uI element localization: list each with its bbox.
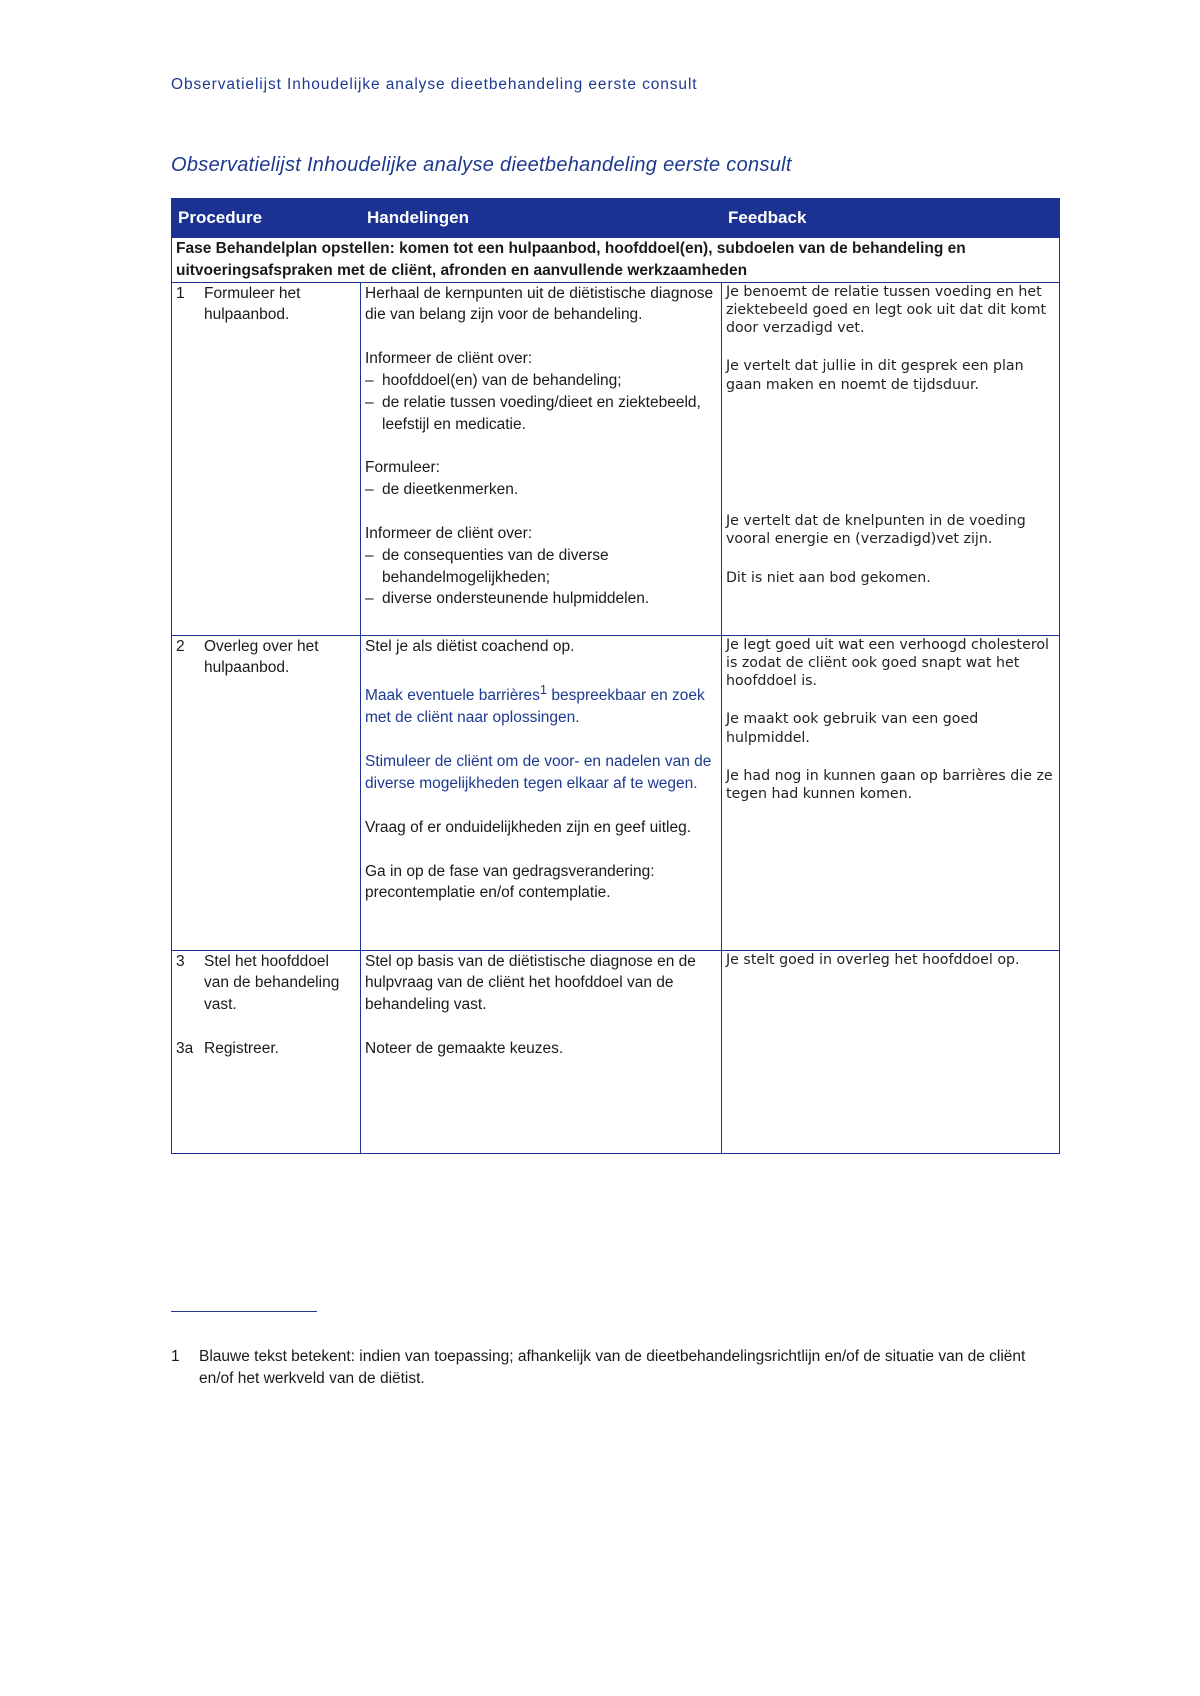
observation-table [171, 198, 1060, 1154]
list-item: – de dieetkenmerken. [365, 479, 717, 501]
feedback-text: Je vertelt dat de knelpunten in de voeding vooral energie en (verzadigd)vet zijn. [726, 513, 1026, 548]
list-item: – hoofddoel(en) van de behandeling; [365, 370, 717, 392]
step-text: Registreer. [204, 1039, 279, 1057]
column-header-handelingen: Handelingen [361, 199, 722, 238]
table-row [172, 950, 1060, 1153]
footnote-number: 1 [171, 1348, 180, 1365]
action-list [365, 545, 717, 610]
column-header-feedback: Feedback [722, 199, 1060, 238]
action-text-part: bespreekbaar en zoek met de cliënt naar oplossingen. [365, 687, 705, 727]
procedure-cell [172, 635, 361, 950]
list-item: – diverse ondersteunende hulpmiddelen. [365, 588, 717, 610]
action-text: Noteer de gemaakte keuzes. [365, 1039, 564, 1057]
step-number: 3 [176, 952, 185, 970]
action-list [365, 370, 717, 435]
action-list [365, 479, 717, 501]
action-text: Vraag of er onduidelijkheden zijn en geef uitleg. [365, 818, 692, 836]
action-text: Informeer de cliënt over: [365, 524, 533, 542]
feedback-cell [722, 282, 1060, 635]
procedure-cell [172, 950, 361, 1153]
feedback-text: Je maakt ook gebruik van een goed hulpmiddel. [726, 711, 979, 746]
table-header-row [172, 199, 1060, 238]
page-title: Observatielijst Inhoudelijke analyse dieetbehandeling eerste consult [171, 154, 792, 176]
column-header-procedure: Procedure [172, 199, 361, 238]
action-text: Stel op basis van de diëtistische diagnose en de hulpvraag van de cliënt het hoofddoel van de behandeling vast. [365, 952, 696, 1014]
actions-cell [361, 950, 722, 1153]
step-number: 2 [176, 637, 185, 655]
step-text: Stel het hoofddoel van de behandeling vast. [204, 952, 340, 1014]
table-row [172, 282, 1060, 635]
action-text: Herhaal de kernpunten uit de diëtistische diagnose die van belang zijn voor de behandeling. [365, 284, 714, 324]
feedback-cell [722, 950, 1060, 1153]
feedback-text: Je legt goed uit wat een verhoogd cholesterol is zodat de cliënt ook goed snapt wat het hoofddoel is. [726, 636, 1049, 690]
step-number: 3a [176, 1039, 194, 1057]
phase-title: Fase Behandelplan opstellen: komen tot een hulpaanbod, hoofddoel(en), subdoelen van de behandeling en uitvoeringsafspraken met de cliënt, afronden en aanvullende werkzaamheden [172, 238, 1060, 283]
actions-cell [361, 282, 722, 635]
actions-cell [361, 635, 722, 950]
action-text: Formuleer: [365, 459, 440, 477]
procedure-cell [172, 282, 361, 635]
action-text: Informeer de cliënt over: [365, 350, 533, 368]
feedback-text: Dit is niet aan bod gekomen. [726, 569, 931, 586]
feedback-text: Je vertelt dat jullie in dit gesprek een plan gaan maken en noemt de tijdsduur. [726, 358, 1024, 393]
running-header: Observatielijst Inhoudelijke analyse dieetbehandeling eerste consult [171, 76, 698, 93]
table-row [172, 635, 1060, 950]
feedback-text: Je stelt goed in overleg het hoofddoel op. [726, 951, 1020, 968]
footnote [171, 1346, 1061, 1390]
step-number: 1 [176, 284, 185, 302]
feedback-text: Je benoemt de relatie tussen voeding en het ziektebeeld goed en legt ook uit dat dit komt door verzadigd vet. [726, 283, 1047, 337]
footnote-text: Blauwe tekst betekent: indien van toepassing; afhankelijk van de dieetbehandelingsrichtlijn en/of de situatie van de cliënt en/of het werkveld van de diëtist. [199, 1348, 1026, 1387]
footnote-reference: 1 [539, 682, 548, 698]
action-text-conditional: Stimuleer de cliënt om de voor- en nadelen van de diverse mogelijkheden tegen elkaar af te wegen. [365, 753, 712, 792]
action-text-conditional [365, 679, 717, 729]
action-text: Stel je als diëtist coachend op. [365, 637, 575, 655]
feedback-text: Je had nog in kunnen gaan op barrières die ze tegen had kunnen komen. [726, 768, 1053, 803]
step-text: Formuleer het hulpaanbod. [204, 284, 301, 324]
feedback-cell [722, 635, 1060, 950]
footnote-divider [171, 1311, 317, 1312]
list-item: – de consequenties van de diverse behandelmogelijkheden; [365, 545, 717, 589]
action-text: Ga in op de fase van gedragsverandering: precontemplatie en/of contemplatie. [365, 862, 655, 902]
list-item: – de relatie tussen voeding/dieet en ziektebeeld, leefstijl en medicatie. [365, 392, 717, 436]
action-text-part: Maak eventuele barrières [365, 687, 540, 705]
step-text: Overleg over het hulpaanbod. [204, 637, 319, 677]
phase-row [172, 238, 1060, 283]
